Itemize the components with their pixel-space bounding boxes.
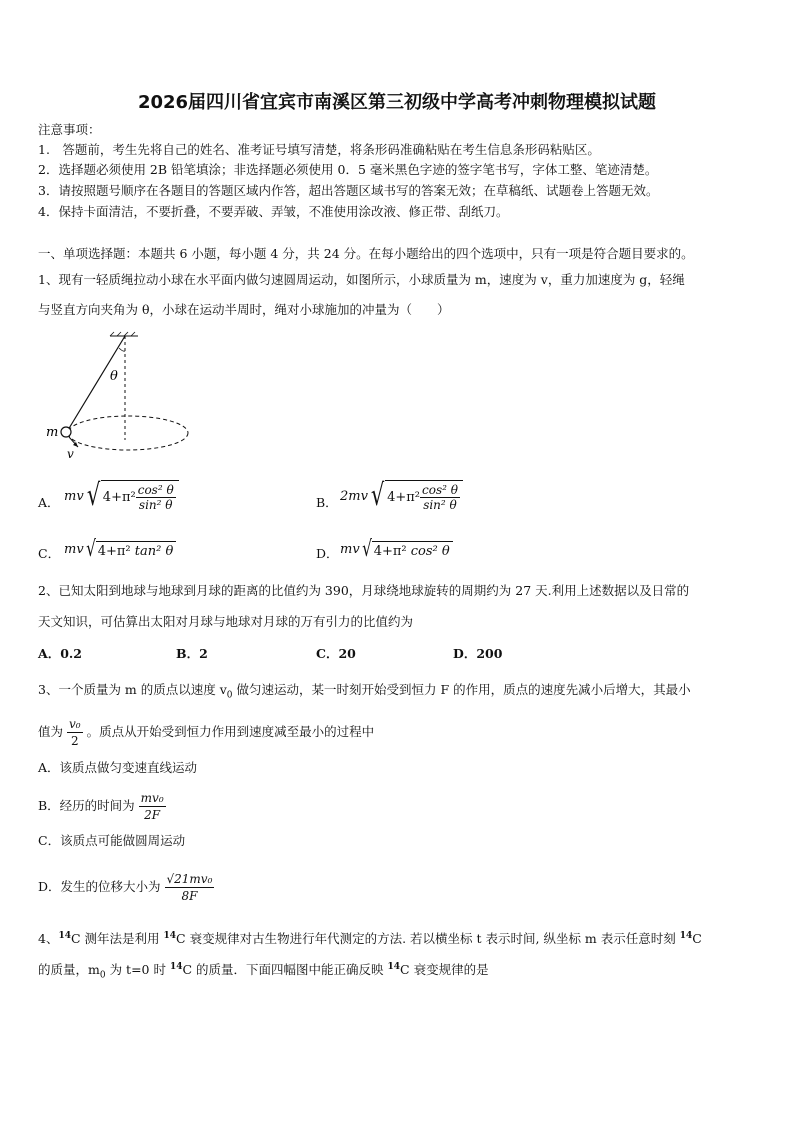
q3-option-a: A．该质点做匀变速直线运动 [38,760,198,775]
tan2: tan² θ [134,543,174,559]
text: 做匀速运动，某一时刻开始受到恒力 F 的作用，质点的速度先减小后增大，其最小 [232,682,691,697]
text: 的质量，m [38,962,100,978]
sin2: sin² θ [423,498,457,512]
four-plus-pi2: 4+π² [373,543,407,559]
q2-option-a: A．0.2 [38,646,82,661]
text: 的质量．下面四幅图中能正确反映 [192,962,388,978]
notice-item-1: 1. 答题前，考生先将自己的姓名、准考证号填写清楚，将条形码准确粘贴在考生信息条形码粘贴区。 [38,142,600,157]
text: 测年法是利用 [80,931,164,947]
text: 。质点从开始受到恒力作用到速度减至最小的过程中 [86,724,375,739]
text: 衰变规律的是 [409,962,489,978]
page-title: 2026届四川省宜宾市南溪区第三初级中学高考冲刺物理模拟试题 [137,92,657,113]
text: 4、 [38,931,59,947]
q1-line1: 1、现有一轻质绳拉动小球在水平面内做匀速圆周运动，如图所示，小球质量为 m，速度为 v，重力加速度为 g，轻绳 [38,272,685,287]
prefix: mv [64,488,84,504]
fraction-denominator: 2F [144,808,161,822]
text: D．发生的位移大小为 [38,879,161,894]
q3-line2 [38,716,374,749]
q3-line1 [38,682,691,704]
q3-option-b [38,790,166,823]
notice-item-2: 2．选择题必须使用 2B 铅笔填涂；非选择题必须使用 0．5 毫米黑色字迹的签字笔书写，字体工整、笔迹清楚。 [38,162,658,177]
cos2: cos² θ [410,543,450,559]
notice-heading: 注意事项： [38,122,101,137]
fraction-denominator: 2 [70,734,79,748]
q1-option-b-formula: 2mv √ 4+π² $\frac{\text{cos² θ}}{\text{sin² θ}}$ [340,480,463,512]
q1-option-d-formula: mv √ 4+π² cos² θ [340,538,453,561]
fraction-numerator: v₀ [69,717,81,731]
four-plus-pi2: 4+π² [97,543,131,559]
q1-line2: 与竖直方向夹角为 θ，小球在运动半周时，绳对小球施加的冲量为（ ） [38,302,450,317]
superscript: 14 [58,931,71,941]
q1-option-a-formula: mv √ 4+π² $\frac{\text{cos² θ}}{\text{sin² θ}}$ [64,480,179,512]
subscript: 0 [99,970,106,981]
notice-item-4: 4．保持卡面清洁，不要折叠，不要弄破、弄皱，不准使用涂改液、修正带、刮纸刀。 [38,204,509,219]
text: C [182,962,193,978]
notice-item-3: 3．请按照题号顺序在各题目的答题区域内作答，超出答题区域书写的答案无效；在草稿纸、试题卷上答题无效。 [38,183,659,198]
text: C [692,931,702,947]
text: B．经历的时间为 [38,798,135,813]
text: 值为 [38,724,64,739]
q1-option-c-label: C． [38,546,61,561]
q4-line2 [38,959,489,984]
four-plus-pi2: 4+π² [387,490,420,505]
text: C [176,931,186,947]
text: 为 t=0 时 [105,962,170,978]
q2-option-d: D．200 [453,646,503,661]
conical-pendulum-figure [40,330,200,465]
subscript: 0 [226,690,233,701]
q1-option-d-label: D． [316,546,339,561]
text: 3、一个质量为 m 的质点以速度 v [38,682,227,697]
theta-label: θ [110,369,118,384]
sin2: sin² θ [138,498,173,512]
text: C [400,962,410,978]
cos2: cos² θ [422,483,458,497]
q3-option-d [38,871,214,904]
q1-option-c-formula: mv √ 4+π² tan² θ [64,538,176,561]
text: C [70,931,81,947]
prefix: mv [64,542,84,557]
mass-label: m [46,425,59,440]
four-plus-pi2: 4+π² [102,490,136,505]
prefix: 2mv [340,488,368,504]
q3-option-c: C．该质点可能做圆周运动 [38,833,186,848]
fraction-denominator: 8F [181,889,198,903]
superscript: 14 [163,931,177,941]
q1-option-b-label: B． [316,495,338,510]
fraction-numerator: mv₀ [140,791,164,805]
velocity-label: v [67,447,74,461]
prefix: mv [340,542,360,557]
fraction-numerator: √21mv₀ [166,872,213,886]
superscript: 14 [169,962,183,972]
q2-line1: 2、已知太阳到地球与地球到月球的距离的比值约为 390，月球绕地球旋转的周期约为 27 天.利用上述数据以及日常的 [38,583,690,598]
superscript: 14 [679,931,693,941]
text: 衰变规律对古生物进行年代测定的方法. 若以横坐标 t 表示时间, 纵坐标 m 表示任意时刻 [185,931,680,947]
cos2: cos² θ [137,483,174,497]
section-heading: 一、单项选择题：本题共 6 小题，每小题 4 分，共 24 分。在每小题给出的四个选项中，只有一项是符合题目要求的。 [38,246,694,261]
q4-line1 [38,928,702,947]
q2-option-b: B．2 [176,646,208,661]
q1-option-a-label: A． [38,495,60,510]
q2-option-c: C．20 [316,646,356,661]
superscript: 14 [387,962,401,972]
q2-line2: 天文知识，可估算出太阳对月球与地球对月球的万有引力的比值约为 [38,614,414,629]
